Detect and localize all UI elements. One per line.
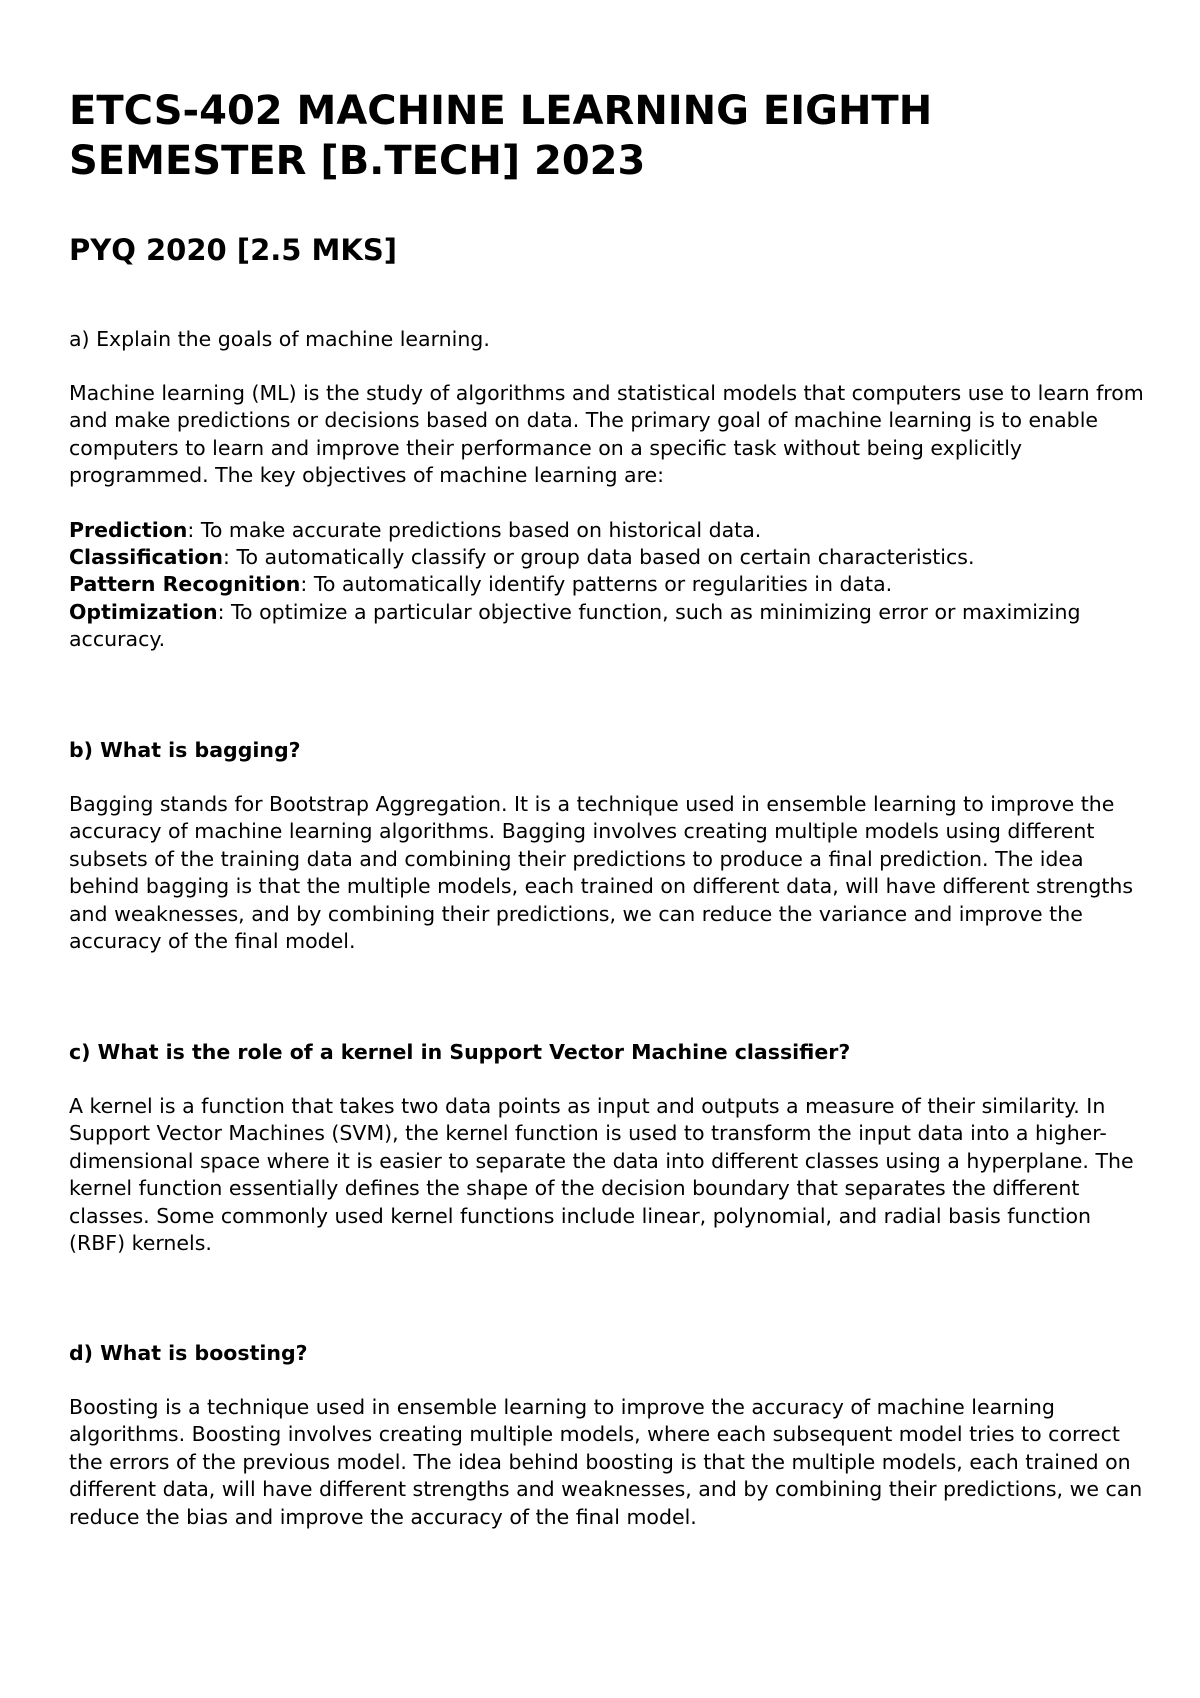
question-d-heading: d) What is boosting? — [69, 1341, 308, 1365]
document-page — [69, 86, 1149, 1529]
goal-item — [69, 599, 1149, 654]
goal-term: Optimization — [69, 599, 218, 624]
goal-term: Pattern Recognition — [69, 572, 301, 597]
goal-item — [69, 571, 1149, 598]
goal-desc: : To automatically identify patterns or regularities in data. — [300, 572, 893, 597]
question-b-heading: b) What is bagging? — [69, 738, 301, 762]
section-c — [69, 1039, 1149, 1257]
answer-d-text: Boosting is a technique used in ensemble learning to improve the accuracy of machine learning algorithms. Boosting involves creating multiple models, where each subsequent model tries to correct the errors of the previous model. The idea behind boosting is that the multiple models, each trained on different data, will have different strengths and weaknesses, and by combining their predictions, we can reduce the bias and improve the accuracy of the final model. — [69, 1395, 1143, 1529]
goal-item — [69, 517, 1149, 544]
question-a-heading: a) Explain the goals of machine learning. — [69, 327, 490, 351]
answer-b-text: Bagging stands for Bootstrap Aggregation. It is a technique used in ensemble learning to improve the accuracy of machine learning algorithms. Bagging involves creating multiple models using different subsets of the training data and combining their predictions to produce a final prediction. The idea behind bagging is that the multiple models, each trained on different data, will have different strengths and weaknesses, and by combining their predictions, we can reduce the variance and improve the accuracy of the final model. — [69, 792, 1134, 954]
goal-desc: : To optimize a particular objective function, such as minimizing error or maximizing accuracy. — [69, 599, 1081, 652]
goal-term: Prediction — [69, 517, 188, 542]
section-d — [69, 1340, 1149, 1531]
document-title: ETCS-402 MACHINE LEARNING EIGHTH SEMESTER [B.TECH] 2023 — [69, 88, 933, 184]
answer-c-text: A kernel is a function that takes two data points as input and outputs a measure of their similarity. In Support Vector Machines (SVM), the kernel function is used to transform the input data into a higher-dimensional space where it is easier to separate the data into different classes using a hyperplane. The kernel function essentially defines the shape of the decision boundary that separates the different classes. Some commonly used kernel functions include linear, polynomial, and radial basis function (RBF) kernels. — [69, 1094, 1134, 1256]
answer-a-text: Machine learning (ML) is the study of algorithms and statistical models that computers use to learn from and make predictions or decisions based on data. The primary goal of machine learning is to enable computers to learn and improve their performance on a specific task without being explicitly programmed. The key objectives of machine learning are: — [69, 381, 1144, 488]
goal-term: Classification — [69, 545, 224, 570]
section-a — [69, 326, 1149, 654]
document-subtitle: PYQ 2020 [2.5 MKS] — [69, 233, 398, 267]
section-b — [69, 737, 1149, 955]
question-c-heading: c) What is the role of a kernel in Support Vector Machine classifier? — [69, 1040, 851, 1064]
goal-desc: : To make accurate predictions based on historical data. — [187, 517, 762, 542]
goal-desc: : To automatically classify or group data based on certain characteristics. — [223, 545, 975, 570]
goal-item — [69, 544, 1149, 571]
goals-list — [69, 517, 1149, 654]
